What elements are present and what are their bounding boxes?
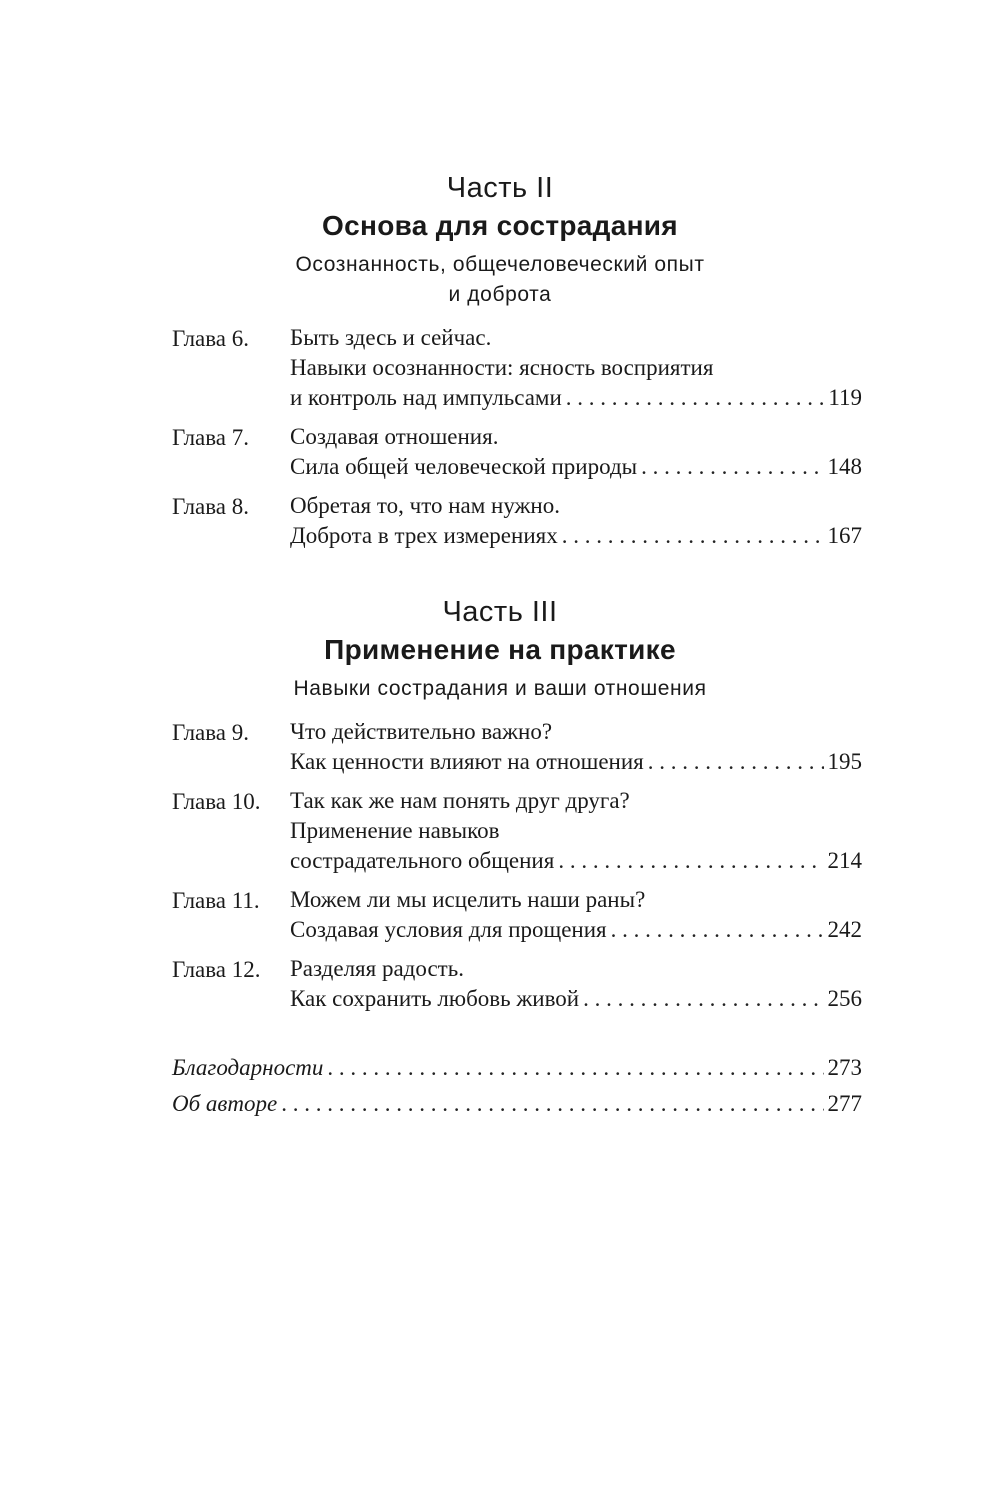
chapter-number: Глава 7. xyxy=(172,425,250,450)
chapter-subtitle-line: Применение навыков xyxy=(290,818,500,843)
toc-entry-chapter-11[interactable] xyxy=(172,885,862,945)
dot-leader xyxy=(611,915,824,945)
chapter-number: Глава 6. xyxy=(172,326,250,351)
part-2-title: Основа для сострадания xyxy=(322,210,678,241)
dot-leader xyxy=(566,383,825,413)
page-number: 167 xyxy=(827,523,862,548)
back-matter-label: Благодарности xyxy=(172,1055,324,1080)
toc-entry-acknowledgements[interactable] xyxy=(172,1053,862,1083)
part-2-toc xyxy=(172,323,862,560)
page-number: 256 xyxy=(827,986,862,1011)
chapter-subtitle-line: сострадательного общения xyxy=(290,848,555,873)
page-number: 195 xyxy=(827,749,862,774)
part-2-subtitle-line-1: Осознанность, общечеловеческий опыт xyxy=(295,253,705,276)
part-3-toc xyxy=(172,717,862,1023)
toc-entry-chapter-12[interactable] xyxy=(172,954,862,1014)
dot-leader xyxy=(583,984,823,1014)
dot-leader xyxy=(562,521,824,551)
page-number: 119 xyxy=(828,385,862,410)
toc-entry-about-author[interactable] xyxy=(172,1089,862,1119)
page-number: 273 xyxy=(827,1055,862,1080)
chapter-number: Глава 11. xyxy=(172,888,260,913)
chapter-subtitle-line: Создавая условия для прощения xyxy=(290,917,607,942)
chapter-number: Глава 8. xyxy=(172,494,250,519)
toc-entry-chapter-9[interactable] xyxy=(172,717,862,777)
toc-entry-chapter-10[interactable] xyxy=(172,786,862,876)
chapter-subtitle-line: Навыки осознанности: ясность восприятия xyxy=(290,355,714,380)
chapter-title: Так как же нам понять друг друга? xyxy=(290,788,630,813)
chapter-title: Можем ли мы исцелить наши раны? xyxy=(290,887,646,912)
dot-leader xyxy=(327,1053,823,1083)
dot-leader xyxy=(641,452,823,482)
chapter-number: Глава 10. xyxy=(172,789,261,814)
chapter-number: Глава 12. xyxy=(172,957,261,982)
toc-entry-chapter-7[interactable] xyxy=(172,422,862,482)
part-3-title: Применение на практике xyxy=(324,634,676,665)
part-2-label: Часть II xyxy=(446,172,554,204)
chapter-subtitle-line: Как ценности влияют на отношения xyxy=(290,749,644,774)
toc-entry-chapter-8[interactable] xyxy=(172,491,862,551)
chapter-title: Разделяя радость. xyxy=(290,956,464,981)
chapter-subtitle-line: и контроль над импульсами xyxy=(290,385,562,410)
page-number: 277 xyxy=(827,1091,862,1116)
part-3-header xyxy=(0,594,1000,704)
toc-entry-chapter-6[interactable] xyxy=(172,323,862,413)
chapter-title: Быть здесь и сейчас. xyxy=(290,325,492,350)
part-2-subtitle-line-2: и доброта xyxy=(448,283,552,306)
chapter-subtitle-line: Сила общей человеческой природы xyxy=(290,454,638,479)
dot-leader xyxy=(281,1089,823,1119)
chapter-title: Обретая то, что нам нужно. xyxy=(290,493,560,518)
part-3-subtitle-line-1: Навыки сострадания и ваши отношения xyxy=(293,677,707,700)
dot-leader xyxy=(648,747,824,777)
part-3-label: Часть III xyxy=(442,596,558,628)
page-number: 214 xyxy=(827,848,862,873)
part-3-subtitle xyxy=(0,674,1000,704)
chapter-subtitle-line: Как сохранить любовь живой xyxy=(290,986,580,1011)
back-matter-label: Об авторе xyxy=(172,1091,278,1116)
page-number: 242 xyxy=(827,917,862,942)
page-number: 148 xyxy=(827,454,862,479)
chapter-subtitle-line: Доброта в трех измерениях xyxy=(290,523,558,548)
chapter-title: Создавая отношения. xyxy=(290,424,499,449)
chapter-title: Что действительно важно? xyxy=(290,719,553,744)
dot-leader xyxy=(558,846,823,876)
chapter-number: Глава 9. xyxy=(172,720,250,745)
part-2-subtitle xyxy=(0,250,1000,310)
part-2-header xyxy=(0,170,1000,310)
back-matter xyxy=(172,1053,862,1125)
